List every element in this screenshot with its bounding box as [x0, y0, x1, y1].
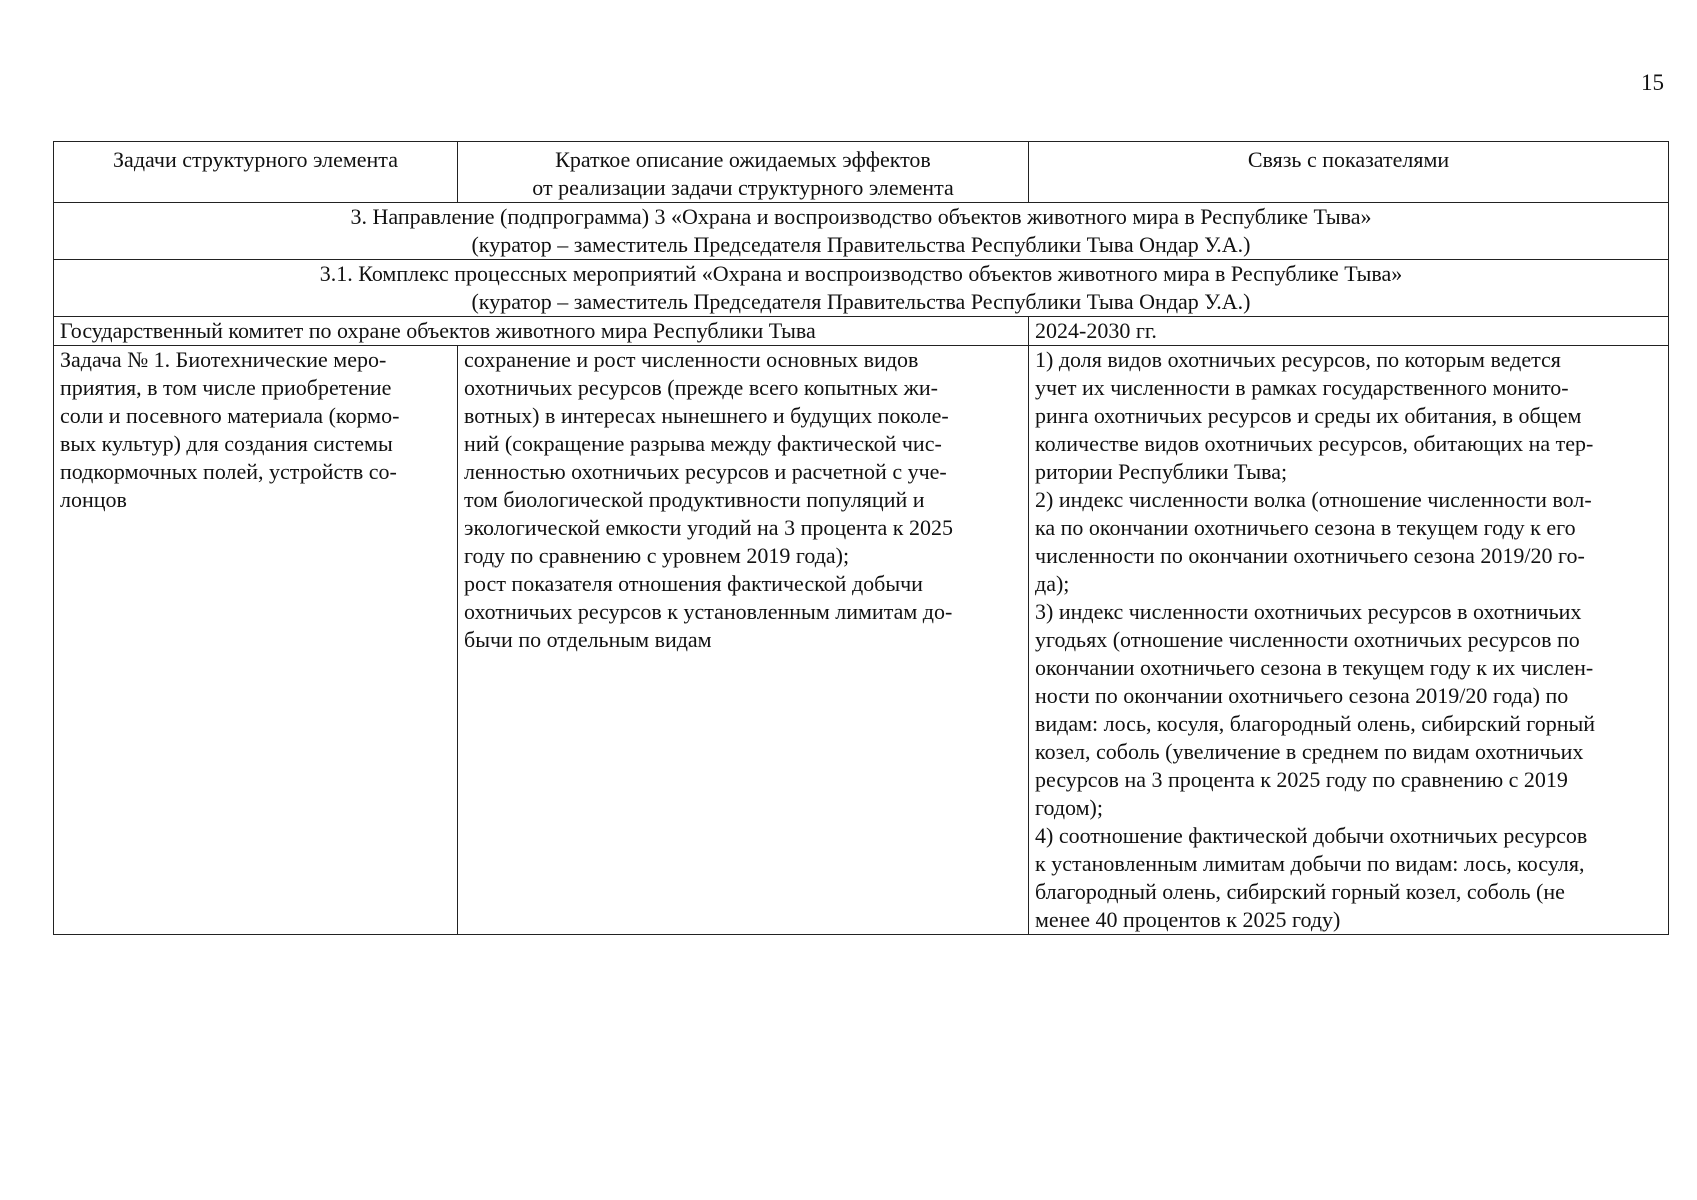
task-line: соли и посевного материала (кормо- — [60, 403, 400, 428]
indicators-line: 4) соотношение фактической добычи охотничьих ресурсов — [1035, 823, 1588, 848]
task-line: лонцов — [60, 487, 127, 512]
effects-line: том биологической продуктивности популяций и — [464, 487, 925, 512]
table-header-row — [54, 142, 1669, 203]
indicators-line: 1) доля видов охотничьих ресурсов, по которым ведется — [1035, 347, 1561, 372]
task-line: приятия, в том числе приобретение — [60, 375, 392, 400]
effects-line: ний (сокращение разрыва между фактической чис- — [464, 431, 942, 456]
subsection-row — [54, 260, 1669, 317]
indicators-line: менее 40 процентов к 2025 году) — [1035, 907, 1341, 932]
indicators-line: ринга охотничьих ресурсов и среды их обитания, в общем — [1035, 403, 1582, 428]
header-effects-line-1: Краткое описание ожидаемых эффектов — [555, 147, 931, 172]
effects-line: бычи по отдельным видам — [464, 627, 712, 652]
implementation-period: 2024-2030 гг. — [1029, 317, 1669, 346]
indicators-line: угодьях (отношение численности охотничьих ресурсов по — [1035, 627, 1580, 652]
section-row — [54, 203, 1669, 260]
header-tasks — [54, 142, 458, 203]
indicators-line: 2) индекс численности волка (отношение численности вол- — [1035, 487, 1592, 512]
header-effects — [458, 142, 1029, 203]
indicators-line: ресурсов на 3 процента к 2025 году по сравнению с 2019 — [1035, 767, 1568, 792]
indicators-line: видам: лось, косуля, благородный олень, сибирский горный — [1035, 711, 1596, 736]
responsible-row — [54, 317, 1669, 346]
task-cell — [54, 346, 458, 935]
header-tasks-line: Задачи структурного элемента — [113, 147, 398, 172]
structural-elements-table — [53, 141, 1669, 935]
header-indicators-line: Связь с показателями — [1247, 147, 1450, 172]
effects-cell — [458, 346, 1029, 935]
effects-line: вотных) в интересах нынешнего и будущих поколе- — [464, 403, 949, 428]
indicators-line: 3) индекс численности охотничьих ресурсов в охотничьих — [1035, 599, 1582, 624]
task-row — [54, 346, 1669, 935]
responsible-organization: Государственный комитет по охране объектов животного мира Республики Тыва — [54, 317, 1029, 346]
indicators-line: благородный олень, сибирский горный козел, соболь (не — [1035, 879, 1565, 904]
effects-line: охотничьих ресурсов (прежде всего копытных жи- — [464, 375, 938, 400]
indicators-line: учет их численности в рамках государственного монито- — [1035, 375, 1569, 400]
indicators-line: окончании охотничьего сезона в текущем году к их числен- — [1035, 655, 1594, 680]
effects-line: сохранение и рост численности основных видов — [464, 347, 919, 372]
task-line: вых культур) для создания системы — [60, 431, 393, 456]
effects-line: экологической емкости угодий на 3 процента к 2025 — [464, 515, 953, 540]
subsection-title-line-2: (куратор – заместитель Председателя Правительства Республики Тыва Ондар У.А.) — [471, 289, 1251, 314]
indicators-line: ка по окончании охотничьего сезона в текущем году к его — [1035, 515, 1576, 540]
task-line: Задача № 1. Биотехнические меро- — [60, 347, 387, 372]
indicators-cell — [1029, 346, 1669, 935]
effects-line: охотничьих ресурсов к установленным лимитам до- — [464, 599, 953, 624]
section-title-line-1: 3. Направление (подпрограмма) 3 «Охрана и воспроизводство объектов животного мира в Республике Тыва» — [350, 204, 1372, 229]
indicators-line: да); — [1035, 571, 1070, 596]
indicators-line: козел, соболь (увеличение в среднем по видам охотничьих — [1035, 739, 1584, 764]
header-effects-line-2: от реализации задачи структурного элемента — [532, 175, 954, 200]
indicators-line: количестве видов охотничьих ресурсов, обитающих на тер- — [1035, 431, 1594, 456]
indicators-line: годом); — [1035, 795, 1103, 820]
effects-line: году по сравнению с уровнем 2019 года); — [464, 543, 850, 568]
indicators-line: к установленным лимитам добычи по видам: лось, косуля, — [1035, 851, 1585, 876]
section-title — [54, 203, 1669, 260]
header-indicators — [1029, 142, 1669, 203]
task-line: подкормочных полей, устройств со- — [60, 459, 397, 484]
section-title-line-2: (куратор – заместитель Председателя Правительства Республики Тыва Ондар У.А.) — [471, 232, 1251, 257]
subsection-title-line-1: 3.1. Комплекс процессных мероприятий «Охрана и воспроизводство объектов животного мира в Республике Тыва» — [319, 261, 1403, 286]
page-number: 15 — [1641, 70, 1664, 95]
subsection-title — [54, 260, 1669, 317]
indicators-line: ности по окончании охотничьего сезона 2019/20 года) по — [1035, 683, 1569, 708]
indicators-line: численности по окончании охотничьего сезона 2019/20 го- — [1035, 543, 1585, 568]
indicators-line: ритории Республики Тыва; — [1035, 459, 1288, 484]
effects-line: рост показателя отношения фактической добычи — [464, 571, 923, 596]
effects-line: ленностью охотничьих ресурсов и расчетной с уче- — [464, 459, 947, 484]
